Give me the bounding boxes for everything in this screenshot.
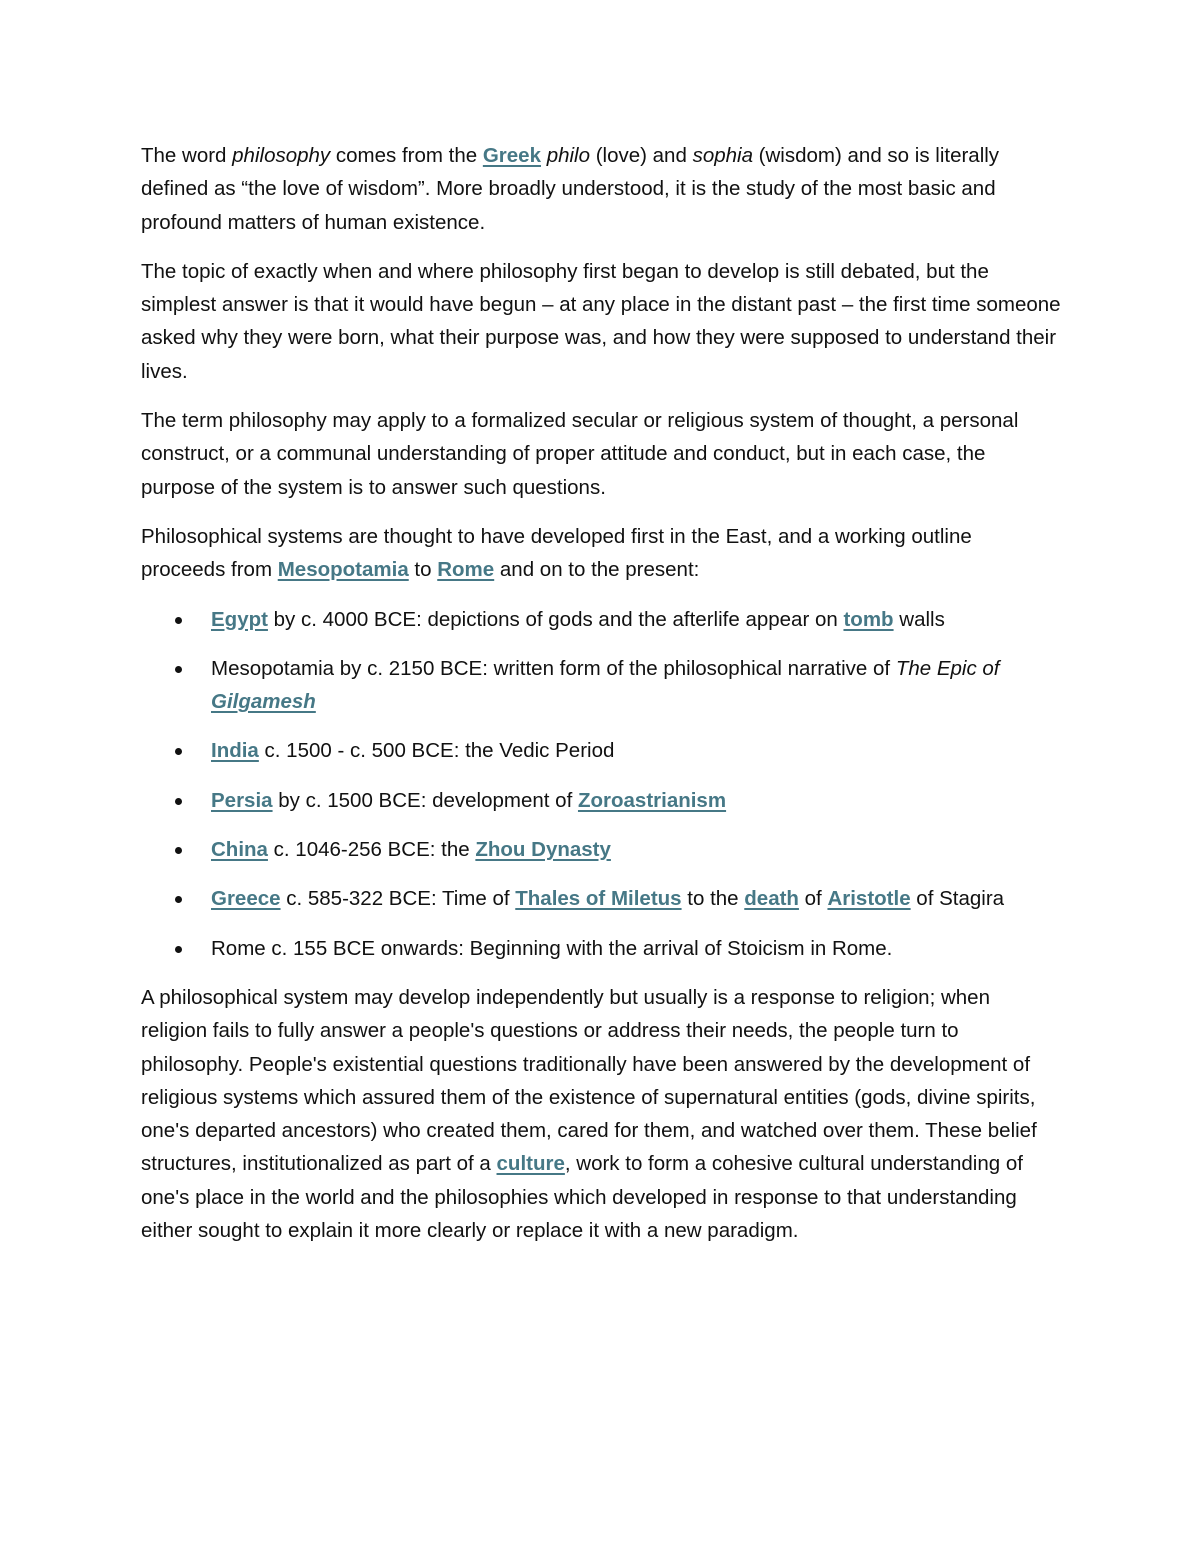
italic-link-text: Gilgamesh [211, 690, 316, 714]
text-span: Mesopotamia by c. 2150 BCE: written form of the philosophical narrative of [211, 656, 896, 680]
list-item-egypt [211, 603, 1061, 636]
list-item-greece [211, 882, 1061, 915]
systems-paragraph [141, 520, 1061, 587]
text-span: to [408, 558, 438, 582]
text-span: comes from the [330, 144, 483, 167]
document-page [141, 139, 1061, 1263]
link-gilgamesh[interactable] [211, 690, 316, 713]
text-span: and on to the present: [494, 558, 700, 582]
link-persia[interactable]: Persia [211, 788, 273, 812]
link-greece[interactable]: Greece [211, 887, 281, 911]
text-span: walls [893, 607, 945, 631]
link-egypt[interactable]: Egypt [211, 607, 268, 631]
origins-paragraph: The topic of exactly when and where philosophy first began to develop is still debated, but the simplest answer is that it would have begun – at any place in the distant past – the first time someone asked why they were born, what their purpose was, and how they were supposed to understand their lives. [141, 259, 1061, 383]
text-span: to the [681, 887, 745, 911]
link-thales[interactable]: Thales of Miletus [515, 887, 682, 911]
text-span: c. 1046-256 BCE: the [267, 838, 476, 862]
italic-term-philo: philo [546, 144, 590, 167]
text-span: c. 1500 - c. 500 BCE: the Vedic Period [258, 739, 615, 763]
intro-paragraph [141, 139, 1061, 239]
link-aristotle[interactable]: Aristotle [827, 887, 911, 911]
link-zhou-dynasty[interactable]: Zhou Dynasty [475, 838, 611, 862]
religion-paragraph [141, 981, 1061, 1247]
link-zoroastrianism[interactable]: Zoroastrianism [577, 788, 727, 812]
list-item-persia [211, 784, 1061, 817]
text-span: , work to form a cohesive cultural understanding of one's place in the world and the philosophies which developed in response to that understanding either sought to explain it more clearly or replace it with a new paradigm. [141, 1152, 1023, 1243]
text-span: (love) and [590, 144, 693, 167]
link-china[interactable]: China [211, 838, 268, 862]
text-span: by c. 4000 BCE: depictions of gods and the afterlife appear on [267, 607, 844, 631]
list-item-mesopotamia [211, 652, 1061, 719]
link-india[interactable]: India [211, 739, 259, 763]
link-rome[interactable]: Rome [437, 558, 495, 582]
text-span: by c. 1500 BCE: development of [272, 788, 578, 812]
text-span: c. 585-322 BCE: Time of [280, 887, 516, 911]
text-span: of Stagira [910, 887, 1005, 911]
italic-term-sophia: sophia [692, 144, 753, 167]
text-span: The word [141, 144, 233, 167]
link-greek[interactable]: Greek [482, 144, 541, 167]
link-culture[interactable]: culture [496, 1152, 565, 1176]
link-tomb[interactable]: tomb [843, 607, 894, 631]
italic-term-philosophy: philosophy [232, 144, 331, 167]
list-item-china [211, 833, 1061, 866]
term-paragraph: The term philosophy may apply to a formalized secular or religious system of thought, a personal construct, or a communal understanding of proper attitude and conduct, but in each case, the purpose of the system is to answer such questions. [141, 409, 1019, 499]
link-death[interactable]: death [744, 887, 799, 911]
list-item-india [211, 734, 1061, 767]
text-span: A philosophical system may develop independently but usually is a response to religion; when religion fails to fully answer a people's questions or address their needs, the people turn to philosophy. People's existential questions traditionally have been answered by the development of religious systems which assured them of the existence of supernatural entities (gods, divine spirits, one's departed ancestors) who created them, cared for them, and watched over them. These belief structures, institutionalized as part of a [141, 985, 1037, 1176]
text-span: (wisdom) and so is literally defined as “the love of wisdom”. More broadly understood, it is the study of the most basic and profound matters of human existence. [141, 144, 1000, 234]
italic-title-epic: The Epic of [895, 656, 1000, 680]
text-span: of [798, 887, 828, 911]
timeline-list [141, 603, 1061, 965]
text-span: Philosophical systems are thought to have developed first in the East, and a working outline proceeds from [141, 524, 972, 582]
list-item-rome: Rome c. 155 BCE onwards: Beginning with the arrival of Stoicism in Rome. [211, 932, 1061, 965]
link-mesopotamia[interactable]: Mesopotamia [277, 558, 409, 582]
